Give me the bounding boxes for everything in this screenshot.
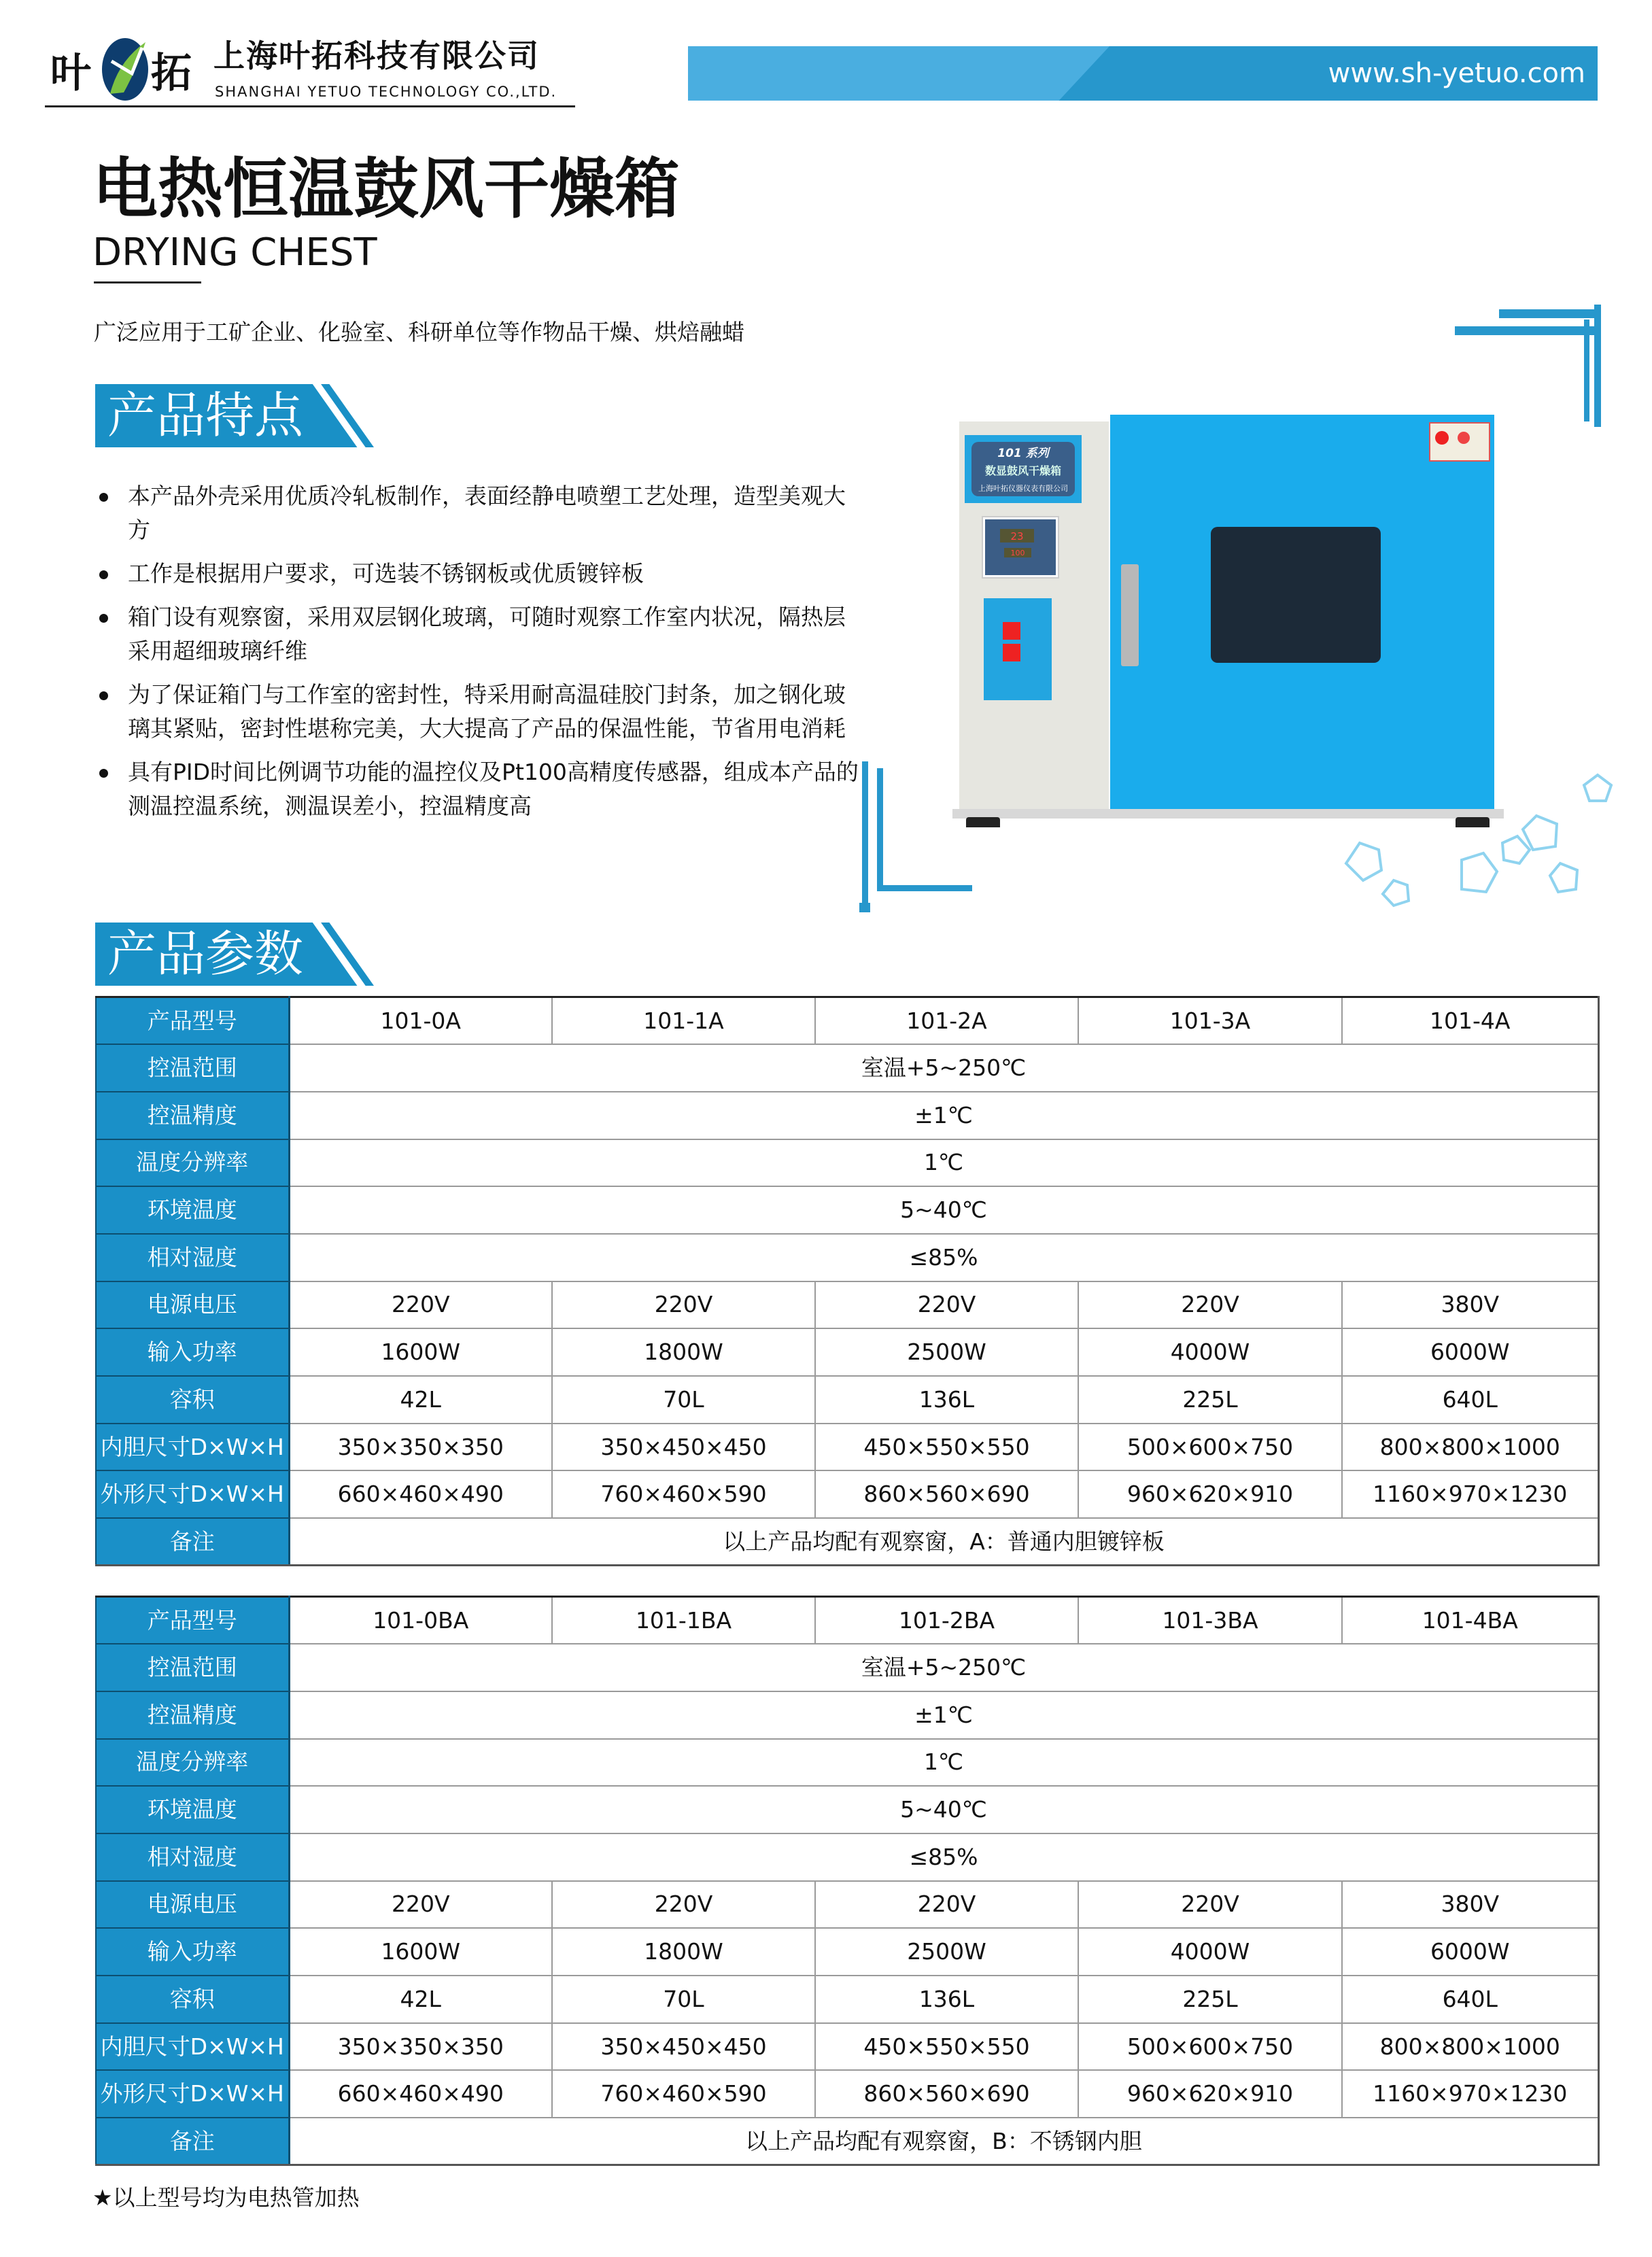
feature-item: 为了保证箱门与工作室的密封性，特采用耐高温硅胶门封条，加之钢化玻璃其紧贴，密封性堪称完美，大大提高了产品的保温性能，节省用电消耗 [95, 678, 863, 746]
table-cell: ±1℃ [289, 1092, 1598, 1139]
table-cell: 101-2BA [815, 1597, 1078, 1644]
spec-table-b [95, 1596, 1600, 2166]
company-name-cn: 上海叶拓科技有限公司 [213, 37, 540, 74]
table-row [96, 1833, 1598, 1881]
row-label: 容积 [96, 1976, 289, 2023]
row-label: 环境温度 [96, 1186, 289, 1234]
table-cell: 220V [815, 1281, 1078, 1329]
table-cell: 42L [289, 1376, 552, 1424]
table-cell: 6000W [1342, 1328, 1598, 1376]
table-cell: 6000W [1342, 1928, 1598, 1976]
table-cell: 220V [289, 1881, 552, 1929]
row-label: 备注 [96, 2118, 289, 2165]
table-row [96, 2118, 1598, 2165]
table-row [96, 1139, 1598, 1187]
table-row [96, 1470, 1598, 1518]
table-cell: 220V [815, 1881, 1078, 1929]
table-cell: 42L [289, 1976, 552, 2023]
row-label: 控温精度 [96, 1691, 289, 1739]
table-row [96, 1424, 1598, 1471]
table-cell: 1800W [552, 1328, 815, 1376]
table-cell: ≤85% [289, 1833, 1598, 1881]
table-cell: 760×460×590 [552, 2070, 815, 2118]
deco-line [1594, 305, 1601, 427]
footnote: ★以上型号均为电热管加热 [92, 2184, 360, 2211]
row-label: 输入功率 [96, 1928, 289, 1976]
table-cell: 220V [552, 1881, 815, 1929]
table-cell: 2500W [815, 1328, 1078, 1376]
table-cell: 500×600×750 [1078, 1424, 1342, 1471]
table-cell: 660×460×490 [289, 1470, 552, 1518]
table-cell: 1600W [289, 1328, 552, 1376]
table-cell: 350×450×450 [552, 2023, 815, 2071]
params-heading-text: 产品参数 [107, 925, 304, 982]
table-cell: 136L [815, 1976, 1078, 2023]
table-cell: 101-1BA [552, 1597, 815, 1644]
table-cell: 500×600×750 [1078, 2023, 1342, 2071]
table-cell: 1160×970×1230 [1342, 2070, 1598, 2118]
table-cell: 450×550×550 [815, 1424, 1078, 1471]
table-cell: 101-1A [552, 997, 815, 1045]
table-cell: 4000W [1078, 1928, 1342, 1976]
svg-text:上海叶拓仪器仪表有限公司: 上海叶拓仪器仪表有限公司 [978, 484, 1068, 493]
table-cell: 225L [1078, 1976, 1342, 2023]
table-cell: 860×560×690 [815, 2070, 1078, 2118]
table-row [96, 1376, 1598, 1424]
table-cell: 70L [552, 1376, 815, 1424]
row-label: 内胆尺寸D×W×H [96, 2023, 289, 2071]
table-cell: 101-2A [815, 997, 1078, 1045]
page-title: 电热恒温鼓风干燥箱 [92, 151, 680, 227]
features-heading [95, 384, 374, 447]
row-label: 控温范围 [96, 1644, 289, 1691]
table-cell: 640L [1342, 1376, 1598, 1424]
deco-line [1584, 320, 1589, 421]
table-cell: 960×620×910 [1078, 2070, 1342, 2118]
table-cell: 101-3A [1078, 997, 1342, 1045]
table-cell: 1160×970×1230 [1342, 1470, 1598, 1518]
table-row [96, 1644, 1598, 1691]
table-cell: 660×460×490 [289, 2070, 552, 2118]
table-cell: 220V [552, 1281, 815, 1329]
deco-line [1499, 309, 1596, 318]
table-row [96, 1976, 1598, 2023]
page-subtitle: DRYING CHEST [92, 230, 377, 275]
table-cell: 101-0A [289, 997, 552, 1045]
svg-text:数显鼓风干燥箱: 数显鼓风干燥箱 [984, 464, 1062, 477]
table-cell: 101-3BA [1078, 1597, 1342, 1644]
company-logo [50, 34, 581, 105]
table-row [96, 1518, 1598, 1566]
table-cell: 220V [1078, 1281, 1342, 1329]
svg-text:101 系列: 101 系列 [997, 447, 1049, 460]
row-label: 相对湿度 [96, 1234, 289, 1281]
deco-line [1455, 326, 1598, 335]
row-label: 温度分辨率 [96, 1139, 289, 1187]
row-label: 产品型号 [96, 1597, 289, 1644]
table-cell: 以上产品均配有观察窗，B：不锈钢内胆 [289, 2118, 1598, 2165]
title-underline [94, 281, 201, 283]
table-cell: 800×800×1000 [1342, 2023, 1598, 2071]
product-description: 广泛应用于工矿企业、化验室、科研单位等作物品干燥、烘焙融蜡 [94, 319, 744, 345]
features-heading-text: 产品特点 [107, 387, 304, 444]
table-cell: 450×550×550 [815, 2023, 1078, 2071]
row-label: 备注 [96, 1518, 289, 1566]
table-row [96, 1786, 1598, 1833]
row-label: 产品型号 [96, 997, 289, 1045]
table-cell: 1800W [552, 1928, 815, 1976]
feature-item: 本产品外壳采用优质冷轧板制作，表面经静电喷塑工艺处理，造型美观大方 [95, 479, 863, 547]
deco-line [877, 885, 972, 891]
table-cell: 101-4A [1342, 997, 1598, 1045]
row-label: 电源电压 [96, 1281, 289, 1329]
table-row [96, 1092, 1598, 1139]
table-cell: 1℃ [289, 1139, 1598, 1187]
table-row [96, 1691, 1598, 1739]
svg-text:23: 23 [1010, 530, 1024, 542]
table-row [96, 2023, 1598, 2071]
table-cell: 室温+5~250℃ [289, 1044, 1598, 1092]
table-cell: 380V [1342, 1881, 1598, 1929]
deco-line [862, 761, 868, 912]
svg-text:拓: 拓 [151, 50, 192, 97]
row-label: 外形尺寸D×W×H [96, 2070, 289, 2118]
table-cell: 以上产品均配有观察窗，A：普通内胆镀锌板 [289, 1518, 1598, 1566]
row-label: 温度分辨率 [96, 1739, 289, 1787]
params-heading [95, 923, 374, 986]
row-label: 输入功率 [96, 1328, 289, 1376]
header-divider [45, 105, 575, 107]
table-cell: 760×460×590 [552, 1470, 815, 1518]
table-row [96, 2070, 1598, 2118]
row-label: 环境温度 [96, 1786, 289, 1833]
table-cell: 1600W [289, 1928, 552, 1976]
row-label: 外形尺寸D×W×H [96, 1470, 289, 1518]
table-cell: 220V [289, 1281, 552, 1329]
table-cell: 5~40℃ [289, 1186, 1598, 1234]
feature-list [95, 479, 863, 833]
company-name-en: SHANGHAI YETUO TECHNOLOGY CO.,LTD. [215, 84, 557, 100]
spec-table-a [95, 996, 1600, 1566]
header-banner [688, 46, 1598, 101]
table-cell: 5~40℃ [289, 1786, 1598, 1833]
table-row [96, 1928, 1598, 1976]
table-cell: 640L [1342, 1976, 1598, 2023]
table-cell: 960×620×910 [1078, 1470, 1342, 1518]
table-cell: 800×800×1000 [1342, 1424, 1598, 1471]
table-cell: 室温+5~250℃ [289, 1644, 1598, 1691]
table-row [96, 1597, 1598, 1644]
deco-line [859, 903, 870, 912]
row-label: 电源电压 [96, 1881, 289, 1929]
table-row [96, 1881, 1598, 1929]
feature-item: 箱门设有观察窗，采用双层钢化玻璃，可随时观察工作室内状况，隔热层采用超细玻璃纤维 [95, 600, 863, 668]
table-cell: 220V [1078, 1881, 1342, 1929]
table-row [96, 1328, 1598, 1376]
table-cell: 4000W [1078, 1328, 1342, 1376]
svg-text:叶: 叶 [50, 50, 91, 97]
table-cell: 2500W [815, 1928, 1078, 1976]
table-row [96, 1739, 1598, 1787]
product-image [952, 415, 1504, 827]
table-row [96, 1044, 1598, 1092]
table-row [96, 997, 1598, 1045]
table-cell: 1℃ [289, 1739, 1598, 1787]
row-label: 容积 [96, 1376, 289, 1424]
banner-accent [688, 46, 1109, 101]
row-label: 内胆尺寸D×W×H [96, 1424, 289, 1471]
website-link[interactable]: www.sh-yetuo.com [1328, 58, 1585, 89]
deco-line [877, 768, 883, 891]
feature-item: 具有PID时间比例调节功能的温控仪及Pt100高精度传感器，组成本产品的测温控温系统，测温误差小，控温精度高 [95, 755, 863, 823]
table-row [96, 1234, 1598, 1281]
table-row [96, 1281, 1598, 1329]
table-cell: 70L [552, 1976, 815, 2023]
table-cell: 860×560×690 [815, 1470, 1078, 1518]
table-row [96, 1186, 1598, 1234]
table-cell: 101-4BA [1342, 1597, 1598, 1644]
feature-item: 工作是根据用户要求，可选装不锈钢板或优质镀锌板 [95, 557, 863, 591]
table-cell: 136L [815, 1376, 1078, 1424]
row-label: 控温范围 [96, 1044, 289, 1092]
table-cell: 350×450×450 [552, 1424, 815, 1471]
table-cell: 380V [1342, 1281, 1598, 1329]
table-cell: 350×350×350 [289, 2023, 552, 2071]
svg-text:100: 100 [1010, 549, 1025, 557]
table-cell: 225L [1078, 1376, 1342, 1424]
table-cell: ±1℃ [289, 1691, 1598, 1739]
row-label: 控温精度 [96, 1092, 289, 1139]
row-label: 相对湿度 [96, 1833, 289, 1881]
table-cell: ≤85% [289, 1234, 1598, 1281]
table-cell: 350×350×350 [289, 1424, 552, 1471]
table-cell: 101-0BA [289, 1597, 552, 1644]
logo-mark-icon [50, 34, 227, 105]
